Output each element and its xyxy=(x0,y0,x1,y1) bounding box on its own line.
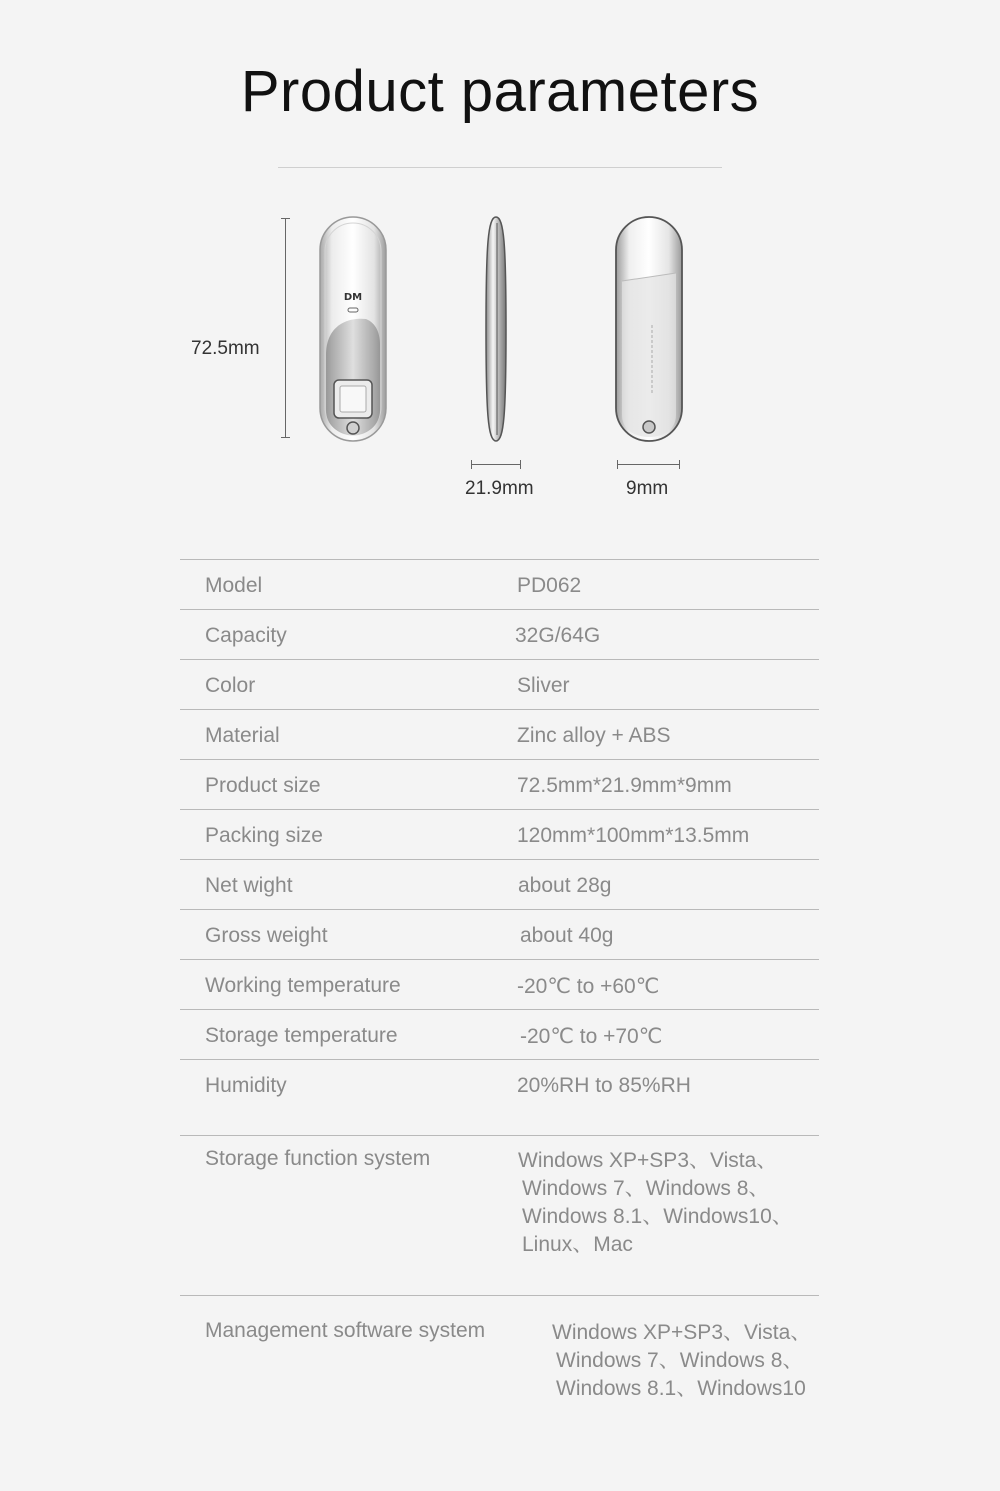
length-dimension-line xyxy=(285,218,286,438)
spec-label: Humidity xyxy=(205,1074,287,1097)
storage-system-line: Windows 8.1、Windows10、 xyxy=(522,1205,793,1228)
spec-value: PD062 xyxy=(517,574,582,597)
spec-label: Capacity xyxy=(205,624,287,647)
management-system-line: Windows 8.1、Windows10 xyxy=(556,1377,806,1400)
spec-value: Sliver xyxy=(517,674,570,697)
storage-system-row xyxy=(180,1135,819,1296)
storage-system-label: Storage function system xyxy=(205,1147,431,1170)
page-title: Product parameters xyxy=(240,59,760,124)
spec-row-humidity xyxy=(180,1059,819,1109)
front-view-icon xyxy=(318,215,388,443)
storage-system-line: Windows 7、Windows 8、 xyxy=(522,1177,770,1200)
management-system-label: Management software system xyxy=(205,1319,486,1342)
spec-row-gross-weight xyxy=(180,909,819,959)
storage-system-line: Windows XP+SP3、Vista、 xyxy=(518,1149,778,1172)
spec-row-packing-size xyxy=(180,809,819,859)
spec-label: Packing size xyxy=(205,824,323,847)
spec-row-working-temperature xyxy=(180,959,819,1009)
spec-label: Color xyxy=(205,674,256,697)
spec-value: -20℃ to +70℃ xyxy=(520,1025,663,1048)
spec-row-capacity xyxy=(180,609,819,659)
back-view-icon xyxy=(614,215,684,443)
spec-value: 120mm*100mm*13.5mm xyxy=(517,824,750,847)
spec-label: Model xyxy=(205,574,263,597)
management-system-row xyxy=(180,1295,819,1426)
spec-row-product-size xyxy=(180,759,819,809)
spec-value: 32G/64G xyxy=(515,624,601,647)
thickness-dimension-label: 9mm xyxy=(626,478,669,499)
spec-value: 20%RH to 85%RH xyxy=(517,1074,691,1097)
spec-label: Net wight xyxy=(205,874,293,897)
spec-label: Product size xyxy=(205,774,321,797)
spec-value: Zinc alloy + ABS xyxy=(517,724,671,747)
spec-table xyxy=(180,559,819,1109)
spec-row-storage-temperature xyxy=(180,1009,819,1059)
spec-value: about 28g xyxy=(518,874,612,897)
management-system-line: Windows XP+SP3、Vista、 xyxy=(552,1321,812,1344)
title-divider xyxy=(278,167,722,168)
side-view-icon xyxy=(482,215,510,443)
spec-row-net-weight xyxy=(180,859,819,909)
width-dimension-label: 21.9mm xyxy=(465,478,534,499)
storage-system-line: Linux、Mac xyxy=(522,1233,633,1256)
spec-value: 72.5mm*21.9mm*9mm xyxy=(517,774,732,797)
spec-label: Storage temperature xyxy=(205,1024,398,1047)
management-system-list xyxy=(552,1319,811,1403)
spec-value: -20℃ to +60℃ xyxy=(517,975,660,998)
width-dimension-line xyxy=(471,464,521,465)
storage-system-list xyxy=(518,1147,793,1259)
spec-label: Gross weight xyxy=(205,924,328,947)
brand-logo: DM xyxy=(343,292,363,303)
thickness-dimension-line xyxy=(617,464,680,465)
spec-row-color xyxy=(180,659,819,709)
spec-label: Working temperature xyxy=(205,974,401,997)
length-dimension-label: 72.5mm xyxy=(191,338,260,359)
spec-label: Material xyxy=(205,724,280,747)
spec-row-material xyxy=(180,709,819,759)
spec-value: about 40g xyxy=(520,924,614,947)
spec-row-model xyxy=(180,559,819,609)
management-system-line: Windows 7、Windows 8、 xyxy=(556,1349,804,1372)
